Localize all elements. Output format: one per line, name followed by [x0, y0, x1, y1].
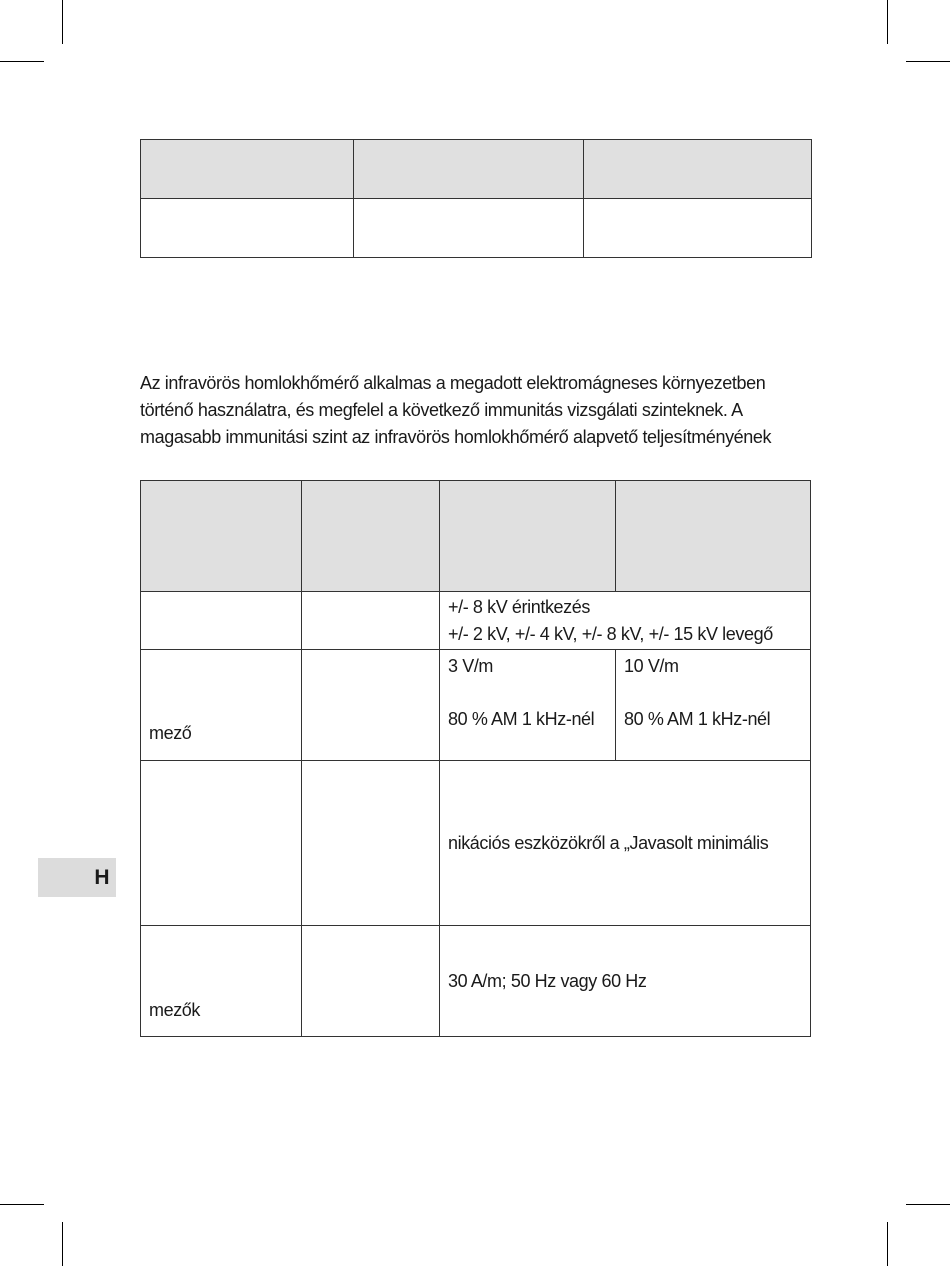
intro-line: történő használatra, és megfelel a következő immunitás vizsgálati szinteknek. A	[140, 400, 743, 420]
phenomenon-label: mező	[149, 723, 192, 743]
table-cell	[440, 926, 811, 1037]
crop-mark	[62, 0, 63, 44]
esd-contact-level: +/- 8 kV érintkezés	[448, 597, 590, 617]
phenomenon-label: mezők	[149, 1000, 201, 1020]
table-header-cell	[354, 140, 584, 199]
table-cell	[354, 199, 584, 258]
table-cell	[141, 650, 302, 761]
table-row	[141, 926, 811, 1037]
crop-mark	[906, 1204, 950, 1205]
table-cell	[440, 650, 616, 761]
crop-mark	[0, 61, 44, 62]
intro-line: Az infravörös homlokhőmérő alkalmas a megadott elektromágneses környezetben	[140, 373, 766, 393]
table-header-cell	[141, 140, 354, 199]
table-cell	[302, 761, 440, 926]
crop-mark	[0, 1204, 44, 1205]
intro-line: magasabb immunitási szint az infravörös homlokhőmérő alapvető teljesítményének	[140, 427, 772, 447]
compliance-level-modulation: 80 % AM 1 kHz-nél	[624, 709, 771, 729]
crop-mark	[906, 61, 950, 62]
table-header-cell	[440, 481, 616, 592]
compliance-level-value: 10 V/m	[624, 656, 679, 676]
crop-mark	[62, 1222, 63, 1266]
table-header-row	[141, 481, 811, 592]
table-cell	[302, 592, 440, 650]
intro-paragraph	[140, 370, 820, 451]
table-cell	[440, 761, 811, 926]
table-row	[141, 199, 812, 258]
table-cell	[584, 199, 812, 258]
table-header-row	[141, 140, 812, 199]
table-cell	[440, 592, 811, 650]
magnetic-level-text: 30 A/m; 50 Hz vagy 60 Hz	[448, 971, 647, 991]
table-cell	[302, 650, 440, 761]
immunity-table	[140, 480, 811, 1037]
test-level-modulation: 80 % AM 1 kHz-nél	[448, 709, 595, 729]
table-cell	[302, 926, 440, 1037]
table-header-cell	[302, 481, 440, 592]
emission-table	[140, 139, 812, 258]
table-row	[141, 592, 811, 650]
table-cell	[141, 592, 302, 650]
table-cell	[141, 926, 302, 1037]
esd-air-level: +/- 2 kV, +/- 4 kV, +/- 8 kV, +/- 15 kV levegő	[448, 624, 773, 644]
table-header-cell	[141, 481, 302, 592]
table-header-cell	[584, 140, 812, 199]
language-tab	[38, 858, 116, 897]
table-header-cell	[616, 481, 811, 592]
table-cell	[141, 761, 302, 926]
table-row	[141, 650, 811, 761]
crop-mark	[887, 1222, 888, 1266]
table-cell	[141, 199, 354, 258]
crop-mark	[887, 0, 888, 44]
test-level-value: 3 V/m	[448, 656, 494, 676]
wireless-level-text: nikációs eszközökről a „Javasolt minimális	[448, 833, 769, 853]
table-cell	[616, 650, 811, 761]
table-row	[141, 761, 811, 926]
language-tab-label: H	[94, 865, 110, 889]
